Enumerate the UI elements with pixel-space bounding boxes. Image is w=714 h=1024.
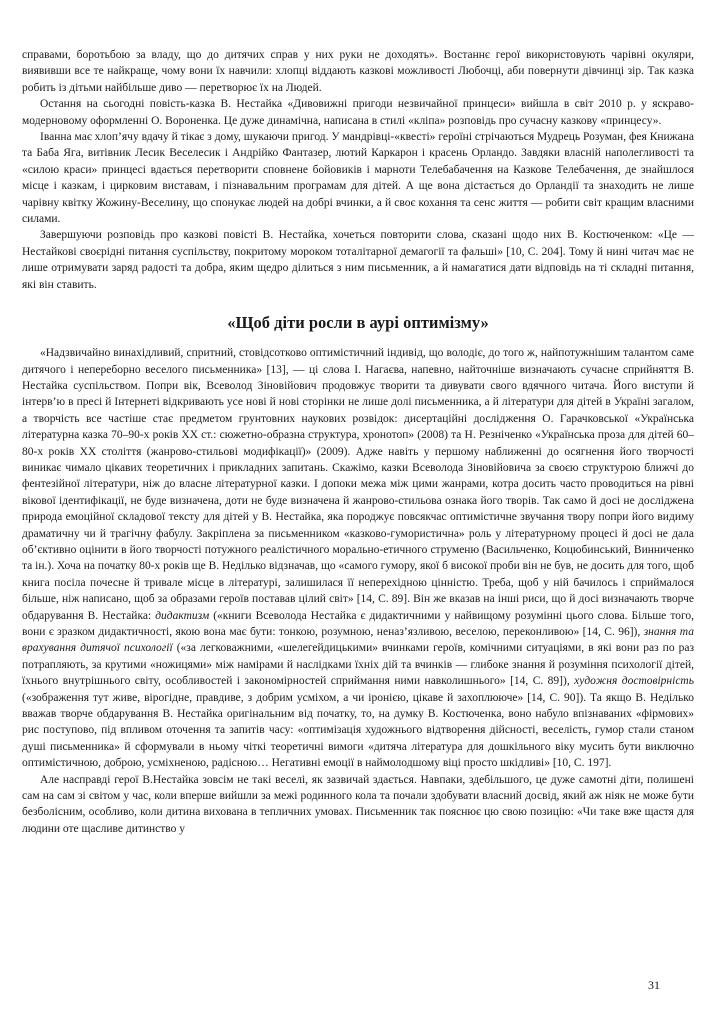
page-body [22, 47, 694, 837]
paragraph [22, 345, 694, 772]
paragraph: Завершуючи розповідь про казкові повісті В. Нестайка, хочеться повторити слова, сказані щодо них В. Костюченком: «Це — Нестайкові своєрідні питання суспільству, покритому мороком тоталітарної демагогії та фальші» [10, С. 204]. Тому й нині читач має не лише отримувати заряд радості та добра, яким щедро ділиться з ним письменник, а й намагатися дати відповідь на ті складні питання, які він ставить. [22, 229, 694, 291]
paragraph-text: («зображення тут живе, вірогідне, правдиве, з добрим усміхом, а чи іронією, цікаве й захоплююче» [14, С. 90]). Та якщо В. Неділько вважав творче обдарування В. Нестайка оригінальним від початку, то, на думку В. Костюченка, воно набуло впізнаваних «фірмових» рис поступово, під впливом оточення та запитів часу: «оптимізація художнього відтворення дійсності, веселість, гумор стали станом душі письменника» й сформували в ньому чіткі теоретичні вимоги «дитяча література для дошкільного віку мусить бути виключно оптимістичною, доброю, усміхненою, радісною… Негативні емоції в наймолодшому віці просто шкідливі» [10, С. 197]. [22, 691, 694, 770]
paragraph: Остання на сьогодні повість-казка В. Нестайка «Дивовижні пригоди незвичайної принцеси» вийшла в світ 2010 р. у яскраво-модерновому оформленні О. Вороненка. Це дуже динамічна, написана в стилі «кліпа» розповідь про сучасну казкову «принцесу». [22, 98, 694, 127]
paragraph: справами, боротьбою за владу, що до дитячих справ у них руки не доходять». Востаннє герої використовують чарівні окуляри, виявивши все те найкраще, чому вони їх навчили: хлопці віддають казкові можливості Любочці, аби повернути дівчинці зір. Так казка робить із дітьми найбільше диво — перетворює їх на Людей. [22, 49, 694, 94]
section-heading: «Щоб діти росли в аурі оптимізму» [227, 313, 489, 333]
paragraph-text: («за легковажними, «шелегейдицькими» вчинками героїв, комічними ситуаціями, в які вони раз по раз потрапляють, за крутими «ножицями» між намірами й наслідками їхніх дій та вчинків — глибоке знання й розуміння психології дітей, їхнього внутрішнього світу, особливостей і закономірностей сприймання ними навколишнього» [14, С. 89]), [22, 642, 695, 688]
paragraph: Іванна має хлоп’ячу вдачу й тікає з дому, шукаючи пригод. У мандрівці-«квесті» героїні стрічаються Мудрець Розуман, фея Книжана та Баба Яга, витівник Лесик Веселесик і Андрійко Фантазер, лютий Каркарон і красень Орландо. Завдяки власній наполегливості та «силою краси» принцесі вдається перетворити сповнене бойовиків і марноти Телебабачення на Казкове Телебачення, де знайшлося місце і казкам, і цирковим виставам, і пізнавальним програмам для дітей. А ще вона дістається до Орландії та знаходить не лише чарівну квітку Жожину-Веселину, що спонукає людей на добрі вчинки, а й своє кохання та сенс життя — робити світ кращим власними силами. [22, 131, 694, 226]
italic-term: знання та врахування дитячої психології [22, 626, 694, 655]
page-number: 31 [648, 978, 660, 992]
italic-term: дидактизм [155, 609, 210, 622]
italic-term: художня достовірність [574, 675, 694, 688]
paragraph: Але насправді герої В.Нестайка зовсім не такі веселі, як зазвичай здається. Навпаки, здебільшого, це дуже самотні діти, полишені сам на сам зі світом у час, коли вперше вийшли за межі родинного кола та почали здобувати власний досвід, який аж ніяк не може бути безболісним, особливо, коли дитина вихована в тепличних умовах. Письменник так пояснює цю свою позицію: «Чи таке вже щастя для людини оте щасливе дитинство у [22, 773, 694, 835]
paragraph-text: («книги Всеволода Нестайка є дидактичними у найвищому розумінні цього слова. Більше того, вони є зразком дидактичності, якою вона має бути: тонкою, розумною, неназ’язливою, веселою, переконливою» [14, С. 96]), [22, 609, 694, 638]
paragraph-text: «Надзвичайно винахідливий, спритний, стовідсотково оптимістичний індивід, що володіє, до того ж, найпотужнішим талантом саме дитячого і непереборно веселого письменника» [13], — ці слова І. Нагаєва, напевно, найточніше визначають сучасне сприйняття В. Нестайка суспільством. Попри вік, Всеволод Зіновійович продовжує творити та дивувати свого вдячного читача. Його виступи й інтерв’ю в пресі й Інтернеті відкривають усе нові й нові сторінки не лише долі письменника, а й літератури для дітей в Україні загалом, а творчість все частіше стає предметом грунтовних наукових розвідок: дисертаційні дослідження О. Гарачковської «Українська літературна казка 70–90-х років ХХ ст.: сюжетно-образна структура, хронотоп» (2008) та Н. Резніченко «Українська проза для дітей 60–80-х років ХХ століття (жанрово-стильові модифікації)» (2009). Адже навіть у першому наближенні до осягнення його творчості виникає чимало цікавих теоретичних і прикладних запитань. Скажімо, казки Всеволода Зіновійовича за своєю структурою ближчі до фентезійної літератури, ніж до власне літературної казки. І допоки межа між цими жанрами, котра досить часто проводиться на рівні вікової ідентифікації, не буде визначена, доти не буде визначена й жанрово-стильова ознака його творів. Так само й досі не досліджена природа емоційної складової тексту для дітей у В. Нестайка, яка породжує повсякчас оптимістичне звучання твору попри його видиму драматичну чи й трагічну фабулу. Закріплена за письменником «казково-гумористична» роль у літературному процесі й досі не дала об’єктивно оцінити в його творчості потужного реалістичного морально-етичного струменю (Васильченко, Коцюбинський, Винниченко та ін.). Хоча на початку 80-х років ще В. Неділько відзначав, що «самого гумору, якої б високої проби він не був, не досить для того, щоб книга посіла почесне й тривале місце в літературі, залишилася її неперехідною цінністю. Треба, щоб у ній бачилось і сприймалося більше, ніж написано, щоб за образами героїв поставав цілий світ» [14, С. 89]. Він же вказав на інші риси, що й досі визначають творче обдарування В. Нестайка: [22, 347, 694, 622]
